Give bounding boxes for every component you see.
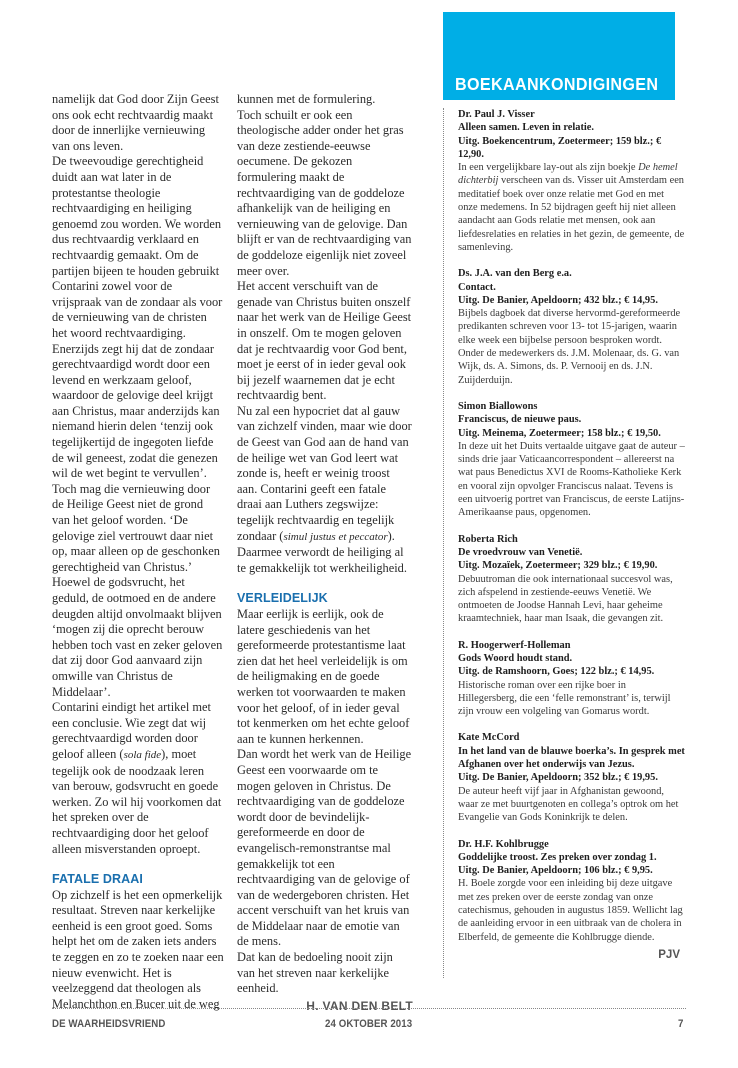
paragraph: Dat kan de bedoeling nooit zijn van het streven naar kerkelijke eenheid. [237, 950, 393, 996]
book-author: R. Hoogerwerf-Holleman [458, 639, 571, 651]
book-description: Debuutroman die ook internationaal succesvol was, zich afspelend in zestiende-eeuws Venetië. We ontmoeten de Joodse Hannah Levi, haar geheime kraamtechniek, haar man Isaak, die gevangen zit. [458, 573, 673, 625]
book-title: De vroedvrouw van Venetië. [458, 546, 583, 558]
footer-date: 24 OKTOBER 2013 [325, 1018, 413, 1030]
book-author: Roberta Rich [458, 533, 518, 545]
book-entry [458, 533, 686, 626]
paragraph: Dan wordt het werk van de Heilige Geest een voorwaarde om te mogen geloven in Christus. De rechtvaardiging van de goddeloze wordt door de bevindelijk-gereformeerde en door de evangelisch-remonstrantse mal gemakkelijk tot een rechtvaardiging van de gelovige of van de wedergeboren christen. Het accent verschuift van het kruis van de Middelaar naar de emotie van de mens. [237, 747, 412, 949]
paragraph: Enerzijds zegt hij dat de zondaar gerechtvaardigd wordt door een levend en werkzaam geloof, waardoor de gelovige deel krijgt aan Christus, maar anderzijds kan niemand hierin delen ‘tenzij ook tegelijkertijd de ingegoten liefde de wil geneest, zodat die genezen wil de wet begint te vervullen’. [52, 341, 220, 481]
page-number: 7 [678, 1018, 684, 1030]
sidebar-banner [443, 12, 675, 100]
paragraph: namelijk dat God door Zijn Geest ons ook echt rechtvaardig maakt door de innerlijke vernieuwing van ons leven. [52, 92, 219, 153]
book-title: Franciscus, de nieuwe paus. [458, 414, 582, 426]
latin-phrase: sola fide [123, 748, 162, 761]
paragraph: kunnen met de formulering. [237, 92, 376, 106]
book-description: Historische roman over een rijke boer in Hillegersberg, die een ‘felle remonstrant’ is, terwijl zijn vrouw een volgeling van Gomarus wordt. [458, 679, 671, 718]
book-entry [458, 108, 686, 254]
book-entry [458, 639, 686, 719]
book-publisher: Uitg. De Banier, Apeldoorn; 352 blz.; € 19,95. [458, 772, 658, 784]
book-description: Bijbels dagboek dat diverse hervormd-gereformeerde predikanten schreven voor 13- tot 15-jarigen, waarin elke week een bijbelse persoon besproken wordt. Onder de medewerkers ds. J.M. Molenaar, ds. G. van Wijk, ds. A. Simons, ds. P. Vernooij en ds. J.N. Zuijderduijn. [458, 308, 681, 386]
paragraph: Contarini eindigt het artikel met een conclusie. Wie zegt dat wij gerechtvaardigd worden door geloof alleen (sola fide), moet tegelijk ook de noodzaak leren van berouw, godsvrucht en goede werken. Zo wil hij voorkomen dat het spreken over de rechtvaardiging door het geloof alleen misverstanden oproept. [52, 700, 222, 856]
book-publisher: Uitg. Meinema, Zoetermeer; 158 blz.; € 19,50. [458, 427, 661, 439]
book-announcements [443, 108, 689, 978]
paragraph: Nu zal een hypocriet dat al gauw van zichzelf vinden, maar wie door de Geest van God aan de hand van de heilige wet van God leert wat zonde is, heeft er weinig troost aan. Contarini geeft een fatale draai aan Luthers zegswijze: tegelijk rechtvaardig en tegelijk zondaar (simul justus et peccator). Daarmee verwordt de heiliging al te gemakkelijk tot werkheiligheid. [237, 403, 412, 575]
paragraph: Op zichzelf is het een opmerkelijk resultaat. Streven naar kerkelijke eenheid is een groot goed. Soms helpt het om de zaken iets anders te zeggen en zo te zoeken naar een nieuw evenwicht. Het is veelzeggend dat theologen als Melanchthon en Bucer uit de weg [52, 887, 224, 1011]
section-heading: VERLEIDELIJK [237, 591, 328, 606]
book-description: In een vergelijkbare lay-out als zijn boekje De hemel dichterbij verscheen van ds. Visser uit Amsterdam een meditatief boek over onze relatie met God en met onze medemens. In 52 bijdragen geeft hij niet alleen aandacht aan Gods relatie met mensen, ook aan liefdesrelaties en relaties in het gezin, de gemeente, de samenleving. [458, 162, 685, 253]
book-entry [458, 267, 686, 387]
book-publisher: Uitg. De Banier, Apeldoorn; 106 blz.; € 9,95. [458, 865, 653, 877]
paragraph: Het accent verschuift van de genade van Christus buiten onszelf naar het werk van de Heilige Geest in onszelf. Om te mogen geloven dat je rechtvaardig voor God bent, moet je eerst of in ieder geval ook bij jezelf waarnemen dat je echt rechtvaardig bent. [237, 279, 412, 403]
book-publisher: Uitg. de Ramshoorn, Goes; 122 blz.; € 14,95. [458, 666, 655, 678]
book-entry [458, 731, 686, 824]
book-title: Alleen samen. Leven in relatie. [458, 122, 595, 134]
book-publisher: Uitg. De Banier, Apeldoorn; 432 blz.; € 14,95. [458, 294, 658, 306]
book-publisher: Uitg. Mozaïek, Zoetermeer; 329 blz.; € 19,90. [458, 560, 658, 572]
paragraph: Toch schuilt er ook een theologische adder onder het gras van deze zestiende-eeuwse oecumene. De gekozen formulering maakt de rechtvaardiging van de goddeloze afhankelijk van de heiliging en vernieuwing van de gelovige. Dan blijft er van de rechtvaardiging van de goddeloze eigenlijk niet zoveel meer over. [237, 107, 412, 278]
footer-publication: DE WAARHEIDSVRIEND [52, 1018, 166, 1030]
book-author: Dr. H.F. Kohlbrugge [458, 838, 549, 850]
book-description: H. Boele zorgde voor een inleiding bij deze uitgave met zes preken over de eerste zondag van onze catechismus, gehouden in augustus 1859. Wellicht lag de aanleiding ervoor in een uitbraak van de cholera in Elberfeld, de gemeente die Kohlbrugge diende. [458, 878, 683, 943]
book-entry [458, 838, 686, 944]
book-publisher: Uitg. Boekencentrum, Zoetermeer; 159 blz.; € 12,90. [458, 135, 662, 160]
article-column-2 [237, 92, 413, 1014]
paragraph: Hoewel de godsvrucht, het geduld, de ootmoed en de andere deugden altijd onvolmaakt blijven ‘mogen zij die oprecht berouw hebben toch vast en zeker geloven dat zij door God aanvaard zijn omwille van Christus de Middelaar’. [52, 575, 223, 699]
book-title: In het land van de blauwe boerka’s. In gesprek met Afghanen over het onderwijs van Jezus. [458, 745, 685, 771]
book-author: Kate McCord [458, 732, 520, 744]
sidebar-signature: PJV [658, 948, 680, 961]
article-author: H. VAN DEN BELT [306, 998, 413, 1013]
book-title: Gods Woord houdt stand. [458, 652, 573, 664]
paragraph: De tweevoudige gerechtigheid duidt aan wat later in de protestantse theologie rechtvaardiging en heiliging genoemd zou worden. We worden dus rechtvaardig verklaard en rechtvaardig gemaakt. Om de partijen bijeen te houden gebruikt Contarini zowel voor de vrijspraak van de zondaar als voor de vernieuwing van de christen het woord rechtvaardiging. [52, 154, 223, 340]
paragraph: Toch mag die vernieuwing door de Heilige Geest niet de grond van het geloof worden. ‘De gelovige ziel vertrouwt daar niet op, maar alleen op de geschonken gerechtigheid van Christus.’ [52, 481, 220, 574]
book-description: De auteur heeft vijf jaar in Afghanistan gewoond, waar ze met buurtgenoten en collega’s optrok om het Evangelie van Gods Koninkrijk te delen. [458, 785, 679, 824]
article-column-1 [52, 92, 224, 1012]
book-entry [458, 400, 686, 520]
book-description: In deze uit het Duits vertaalde uitgave gaat de auteur – sinds drie jaar Vaticaancorrespondent – allereerst na wat paus Benedictus XVI de Rooms-Katholieke Kerk en vooral zijn opvolger Franciscus nalaat. Tevens is een uitvoerig portret van Franciscus, de eerste Latijns-Amerikaanse paus, opgenomen. [458, 440, 685, 519]
book-author: Simon Biallowons [458, 400, 538, 412]
section-heading: FATALE DRAAI [52, 872, 144, 887]
book-author: Ds. J.A. van den Berg e.a. [458, 268, 572, 280]
paragraph: Maar eerlijk is eerlijk, ook de latere geschiedenis van het gereformeerde protestantisme laat zien dat het heel verleidelijk is om de heiligmaking en de goede werken tot voorwaarden te maken voor het geloof, of in ieder geval tot kenmerken om het echte geloof aan te kunnen herkennen. [237, 607, 410, 746]
book-title: Contact. [458, 281, 496, 293]
sidebar-title: BOEKAANKONDIGINGEN [455, 74, 659, 94]
latin-phrase: simul justus et peccator [283, 530, 388, 543]
book-author: Dr. Paul J. Visser [458, 109, 535, 120]
book-title: Goddelijke troost. Zes preken over zondag 1. [458, 851, 657, 863]
footer-divider [52, 1008, 686, 1009]
